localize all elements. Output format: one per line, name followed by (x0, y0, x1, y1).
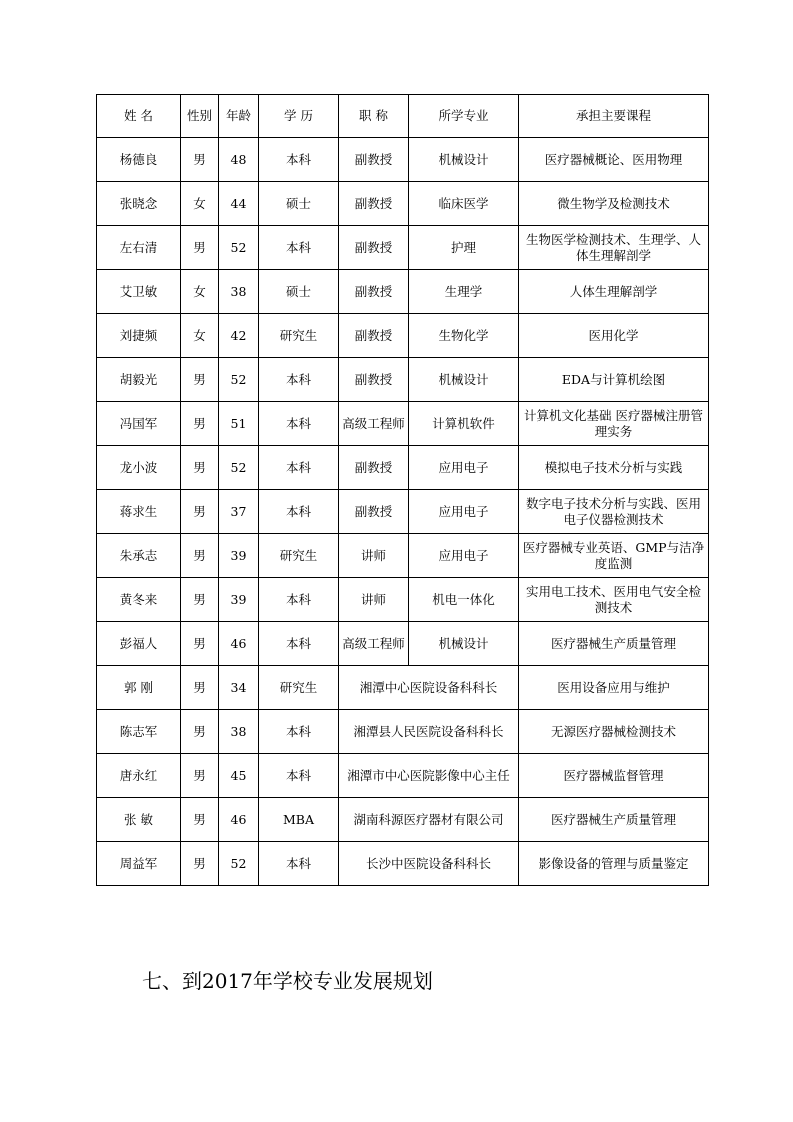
cell-name: 黄冬来 (97, 578, 181, 622)
cell-courses: 医疗器械概论、医用物理 (519, 138, 709, 182)
cell-gender: 男 (181, 138, 219, 182)
cell-gender: 女 (181, 270, 219, 314)
table-row (97, 534, 709, 578)
cell-major: 生理学 (409, 270, 519, 314)
table-row (97, 666, 709, 710)
cell-gender: 男 (181, 578, 219, 622)
cell-age: 38 (219, 710, 259, 754)
cell-courses: 实用电工技术、医用电气安全检测技术 (519, 578, 709, 622)
cell-name: 龙小波 (97, 446, 181, 490)
cell-courses: 医疗器械监督管理 (519, 754, 709, 798)
cell-courses: 医用设备应用与维护 (519, 666, 709, 710)
cell-major: 护理 (409, 226, 519, 270)
cell-name: 周益军 (97, 842, 181, 886)
cell-gender: 男 (181, 798, 219, 842)
cell-age: 51 (219, 402, 259, 446)
cell-title: 副教授 (339, 490, 409, 534)
cell-education: 本科 (259, 446, 339, 490)
table-row (97, 754, 709, 798)
cell-age: 38 (219, 270, 259, 314)
cell-education: 本科 (259, 578, 339, 622)
cell-position: 长沙中医院设备科科长 (339, 842, 519, 886)
cell-position: 湘潭中心医院设备科科长 (339, 666, 519, 710)
cell-courses: 生物医学检测技术、生理学、人体生理解剖学 (519, 226, 709, 270)
cell-education: 本科 (259, 710, 339, 754)
cell-name: 彭福人 (97, 622, 181, 666)
cell-title: 副教授 (339, 314, 409, 358)
cell-major: 应用电子 (409, 490, 519, 534)
section-heading: 七、到2017年学校专业发展规划 (142, 969, 433, 993)
faculty-table-body (97, 95, 709, 886)
cell-age: 37 (219, 490, 259, 534)
faculty-table (96, 94, 709, 886)
table-row (97, 182, 709, 226)
cell-name: 张晓念 (97, 182, 181, 226)
cell-name: 艾卫敏 (97, 270, 181, 314)
table-row (97, 402, 709, 446)
header-education: 学 历 (259, 95, 339, 138)
cell-education: 研究生 (259, 666, 339, 710)
header-name: 姓 名 (97, 95, 181, 138)
cell-age: 52 (219, 226, 259, 270)
cell-education: 研究生 (259, 314, 339, 358)
header-gender: 性别 (181, 95, 219, 138)
cell-major: 机械设计 (409, 138, 519, 182)
cell-gender: 男 (181, 710, 219, 754)
cell-position: 湖南科源医疗器材有限公司 (339, 798, 519, 842)
cell-gender: 男 (181, 358, 219, 402)
table-row (97, 622, 709, 666)
cell-title: 副教授 (339, 358, 409, 402)
cell-age: 46 (219, 622, 259, 666)
cell-education: 本科 (259, 138, 339, 182)
cell-education: 本科 (259, 226, 339, 270)
cell-courses: 计算机文化基础 医疗器械注册管理实务 (519, 402, 709, 446)
cell-gender: 男 (181, 490, 219, 534)
cell-title: 讲师 (339, 578, 409, 622)
cell-title: 高级工程师 (339, 402, 409, 446)
cell-education: MBA (259, 798, 339, 842)
cell-courses: 影像设备的管理与质量鉴定 (519, 842, 709, 886)
cell-age: 46 (219, 798, 259, 842)
cell-education: 本科 (259, 622, 339, 666)
cell-name: 刘捷频 (97, 314, 181, 358)
cell-education: 本科 (259, 358, 339, 402)
cell-education: 硕士 (259, 182, 339, 226)
cell-education: 本科 (259, 842, 339, 886)
header-courses: 承担主要课程 (519, 95, 709, 138)
cell-education: 本科 (259, 754, 339, 798)
cell-gender: 男 (181, 666, 219, 710)
table-row (97, 842, 709, 886)
table-row (97, 578, 709, 622)
cell-name: 杨德良 (97, 138, 181, 182)
cell-age: 52 (219, 842, 259, 886)
cell-courses: 医疗器械生产质量管理 (519, 798, 709, 842)
cell-title: 副教授 (339, 138, 409, 182)
cell-major: 临床医学 (409, 182, 519, 226)
cell-courses: 医用化学 (519, 314, 709, 358)
cell-title: 副教授 (339, 446, 409, 490)
cell-name: 胡毅光 (97, 358, 181, 402)
cell-title: 副教授 (339, 182, 409, 226)
cell-gender: 女 (181, 182, 219, 226)
cell-name: 张 敏 (97, 798, 181, 842)
cell-age: 44 (219, 182, 259, 226)
cell-title: 副教授 (339, 226, 409, 270)
table-row (97, 270, 709, 314)
cell-gender: 男 (181, 622, 219, 666)
cell-education: 硕士 (259, 270, 339, 314)
cell-courses: 模拟电子技术分析与实践 (519, 446, 709, 490)
header-title: 职 称 (339, 95, 409, 138)
cell-title: 副教授 (339, 270, 409, 314)
cell-gender: 男 (181, 402, 219, 446)
cell-age: 42 (219, 314, 259, 358)
cell-position: 湘潭市中心医院影像中心主任 (339, 754, 519, 798)
cell-courses: 数字电子技术分析与实践、医用电子仪器检测技术 (519, 490, 709, 534)
cell-courses: 微生物学及检测技术 (519, 182, 709, 226)
cell-gender: 女 (181, 314, 219, 358)
cell-major: 机械设计 (409, 622, 519, 666)
header-major: 所学专业 (409, 95, 519, 138)
cell-gender: 男 (181, 446, 219, 490)
cell-title: 讲师 (339, 534, 409, 578)
cell-courses: 人体生理解剖学 (519, 270, 709, 314)
cell-gender: 男 (181, 842, 219, 886)
table-row (97, 358, 709, 402)
cell-name: 朱承志 (97, 534, 181, 578)
table-row (97, 798, 709, 842)
cell-education: 本科 (259, 490, 339, 534)
cell-major: 机电一体化 (409, 578, 519, 622)
cell-gender: 男 (181, 226, 219, 270)
cell-gender: 男 (181, 534, 219, 578)
header-age: 年龄 (219, 95, 259, 138)
cell-education: 研究生 (259, 534, 339, 578)
cell-title: 高级工程师 (339, 622, 409, 666)
cell-age: 39 (219, 534, 259, 578)
cell-major: 应用电子 (409, 534, 519, 578)
cell-major: 应用电子 (409, 446, 519, 490)
cell-courses: EDA与计算机绘图 (519, 358, 709, 402)
cell-age: 34 (219, 666, 259, 710)
cell-education: 本科 (259, 402, 339, 446)
cell-major: 计算机软件 (409, 402, 519, 446)
cell-gender: 男 (181, 754, 219, 798)
cell-name: 唐永红 (97, 754, 181, 798)
cell-age: 39 (219, 578, 259, 622)
table-row (97, 446, 709, 490)
cell-age: 45 (219, 754, 259, 798)
cell-name: 陈志军 (97, 710, 181, 754)
cell-major: 机械设计 (409, 358, 519, 402)
table-row (97, 226, 709, 270)
table-row (97, 490, 709, 534)
cell-age: 52 (219, 446, 259, 490)
cell-age: 52 (219, 358, 259, 402)
table-row (97, 710, 709, 754)
cell-name: 冯国军 (97, 402, 181, 446)
cell-courses: 医疗器械生产质量管理 (519, 622, 709, 666)
cell-courses: 医疗器械专业英语、GMP与洁净度监测 (519, 534, 709, 578)
cell-major: 生物化学 (409, 314, 519, 358)
cell-name: 蒋求生 (97, 490, 181, 534)
cell-age: 48 (219, 138, 259, 182)
table-row (97, 138, 709, 182)
table-row (97, 314, 709, 358)
table-header-row (97, 95, 709, 138)
cell-position: 湘潭县人民医院设备科科长 (339, 710, 519, 754)
cell-courses: 无源医疗器械检测技术 (519, 710, 709, 754)
cell-name: 左右清 (97, 226, 181, 270)
cell-name: 郭 刚 (97, 666, 181, 710)
